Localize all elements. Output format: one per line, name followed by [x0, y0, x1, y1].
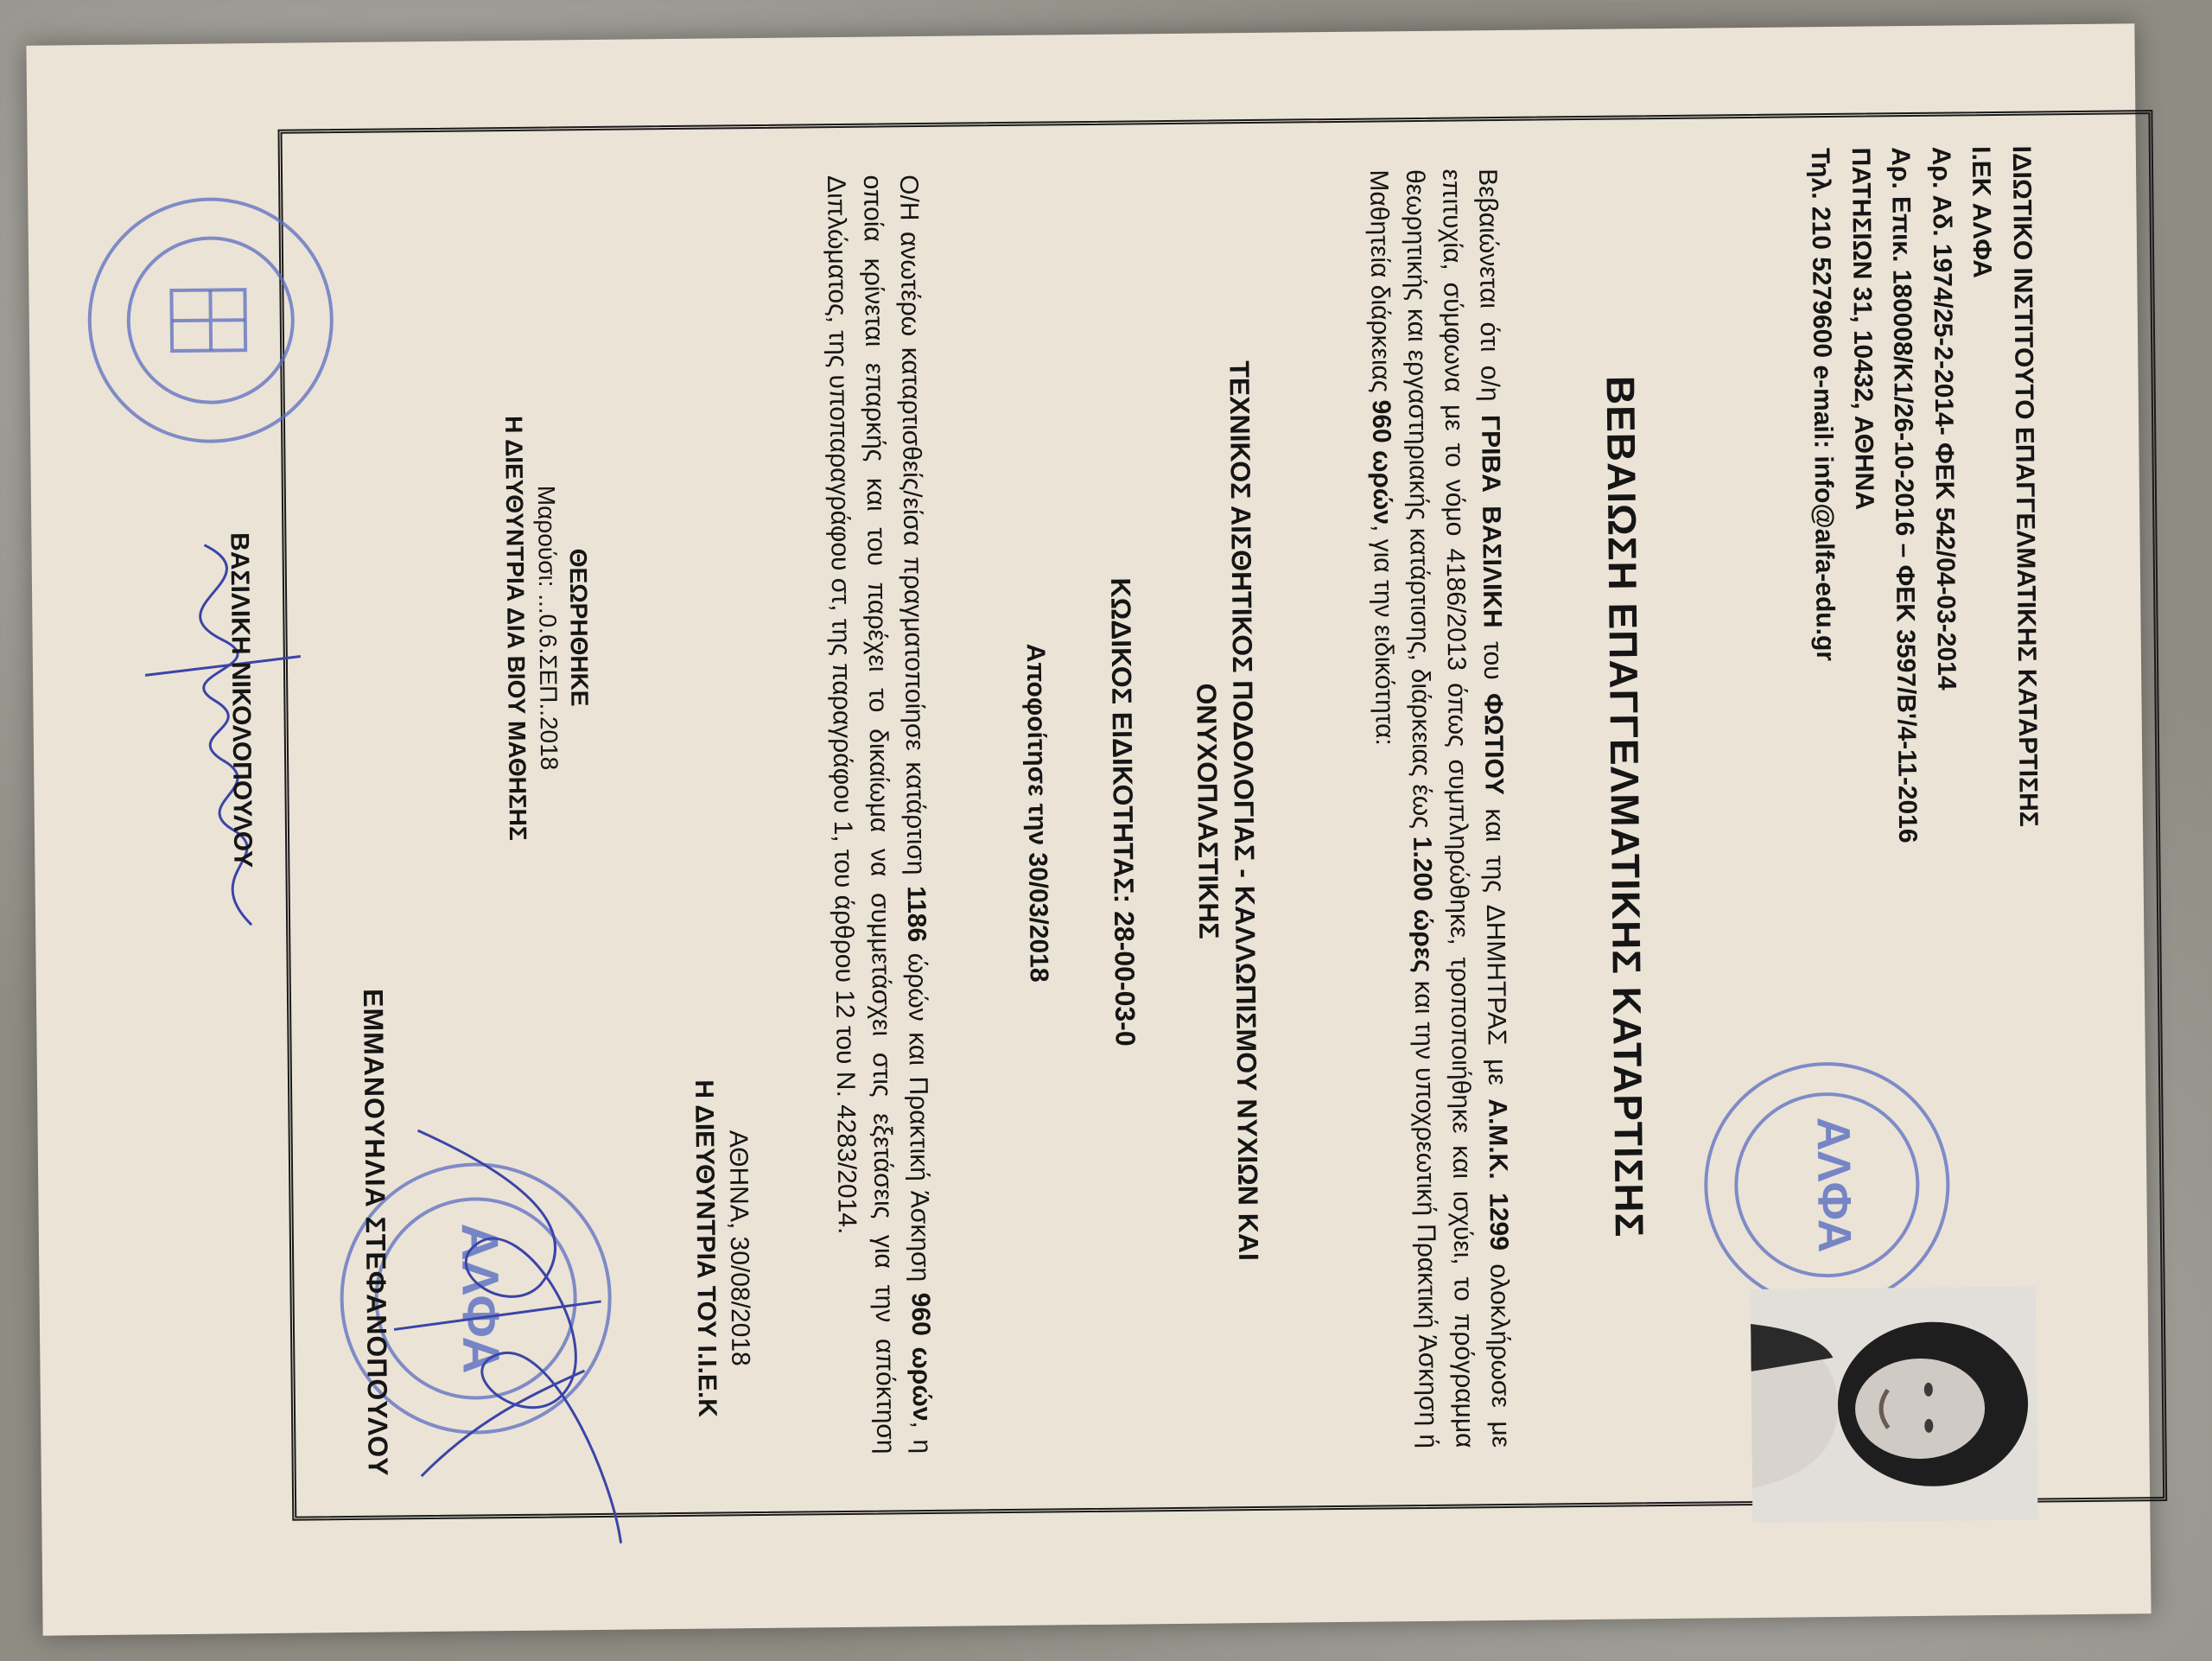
lifelong-director-role: Η ΔΙΕΥΘΥΝΤΡΙΑ ΔΙΑ ΒΙΟΥ ΜΑΘΗΣΗΣ — [500, 415, 532, 841]
verifier-name: ΒΑΣΙΛΙΚΗ ΝΙΚΟΛΟΠΟΥΛΟΥ — [225, 531, 257, 869]
specialty-line-2: ΟΝΥΧΟΠΛΑΣΤΙΚΗΣ — [1191, 683, 1225, 939]
student-photo — [1751, 1287, 2038, 1523]
specialty-code: ΚΩΔΙΚΟΣ ΕΙΔΙΚΟΤΗΤΑΣ: 28-00-03-0 — [1104, 577, 1141, 1047]
license-number: Αρ. Αδ. 1974/25-2-2014- ΦΕΚ 542/04-03-2014 — [1926, 146, 1961, 690]
svg-text:ΑΛΦΑ: ΑΛΦΑ — [1807, 1117, 1861, 1253]
issue-date: ΑΘΗΝΑ, 30/08/2018 — [723, 1130, 755, 1366]
certificate-content — [225, 145, 2055, 1477]
document-paper — [26, 23, 2151, 1635]
student-amk: Α.Μ.Κ. 1299 — [1483, 1098, 1514, 1251]
practice-hours: 960 ωρών — [1366, 399, 1397, 525]
certificate-sheet — [182, 57, 2212, 1564]
certificate-title: ΒΕΒΑΙΩΣΗ ΕΠΑΓΓΕΛΜΑΤΙΚΗΣ ΚΑΤΑΡΤΙΣΗΣ — [1598, 375, 1652, 1238]
institute-contact: Τηλ. 210 5279600 e-mail: info@alfa-edu.gr — [1806, 147, 1840, 662]
para2-text-3: , η οποία κρίνεται επαρκής και του παρέχει το δικαίωμα να συμμετάσχει στις εξετάσεις για την απόκτηση Διπλώματος, της υποπαραγράφου στ, της παραγράφου 1, του άρθρου 12 του Ν. 4283/2014. — [822, 175, 937, 1454]
director-name: ΕΜΜΑΝΟΥΗΛΙΑ ΣΤΕΦΑΝΟΠΟΥΛΟΥ — [357, 988, 394, 1477]
ministry-seal — [79, 189, 341, 451]
graduation-date: Αποφοίτησε την 30/03/2018 — [1020, 643, 1053, 983]
para1-text-3: και της ΔΗΜΗΤΡΑΣ με — [1479, 794, 1512, 1099]
renewal-number: Αρ. Επικ. 180008/Κ1/26-10-2016 – ΦΕΚ 3597/Β'/4-11-2016 — [1886, 146, 1923, 843]
para2-text-1: Ο/Η ανωτέρω καταρτισθείς/είσα πραγματοποίησε κατάρτιση — [894, 174, 931, 887]
para1-text-2: του — [1478, 627, 1508, 694]
training-hours: 1.200 ώρες — [1408, 836, 1438, 973]
certification-paragraph — [1360, 169, 1518, 1449]
specialty-name — [1183, 154, 1268, 1468]
para1-text-1: Βεβαιώνεται ότι ο/η — [1473, 168, 1504, 416]
completion-paragraph — [817, 175, 939, 1454]
para1-text-6: , για την ειδικότητα: — [1368, 524, 1399, 746]
director-signature-block — [687, 1041, 759, 1456]
student-name: ΓΡΙΒΑ ΒΑΣΙΛΙΚΗ — [1476, 414, 1507, 628]
para1-text-4: ολοκλήρωσε με επιτυχία, σύμφωνα με το νόμο 4186/2013 όπως συμπληρώθηκε, τροποποιήθηκε και ισχύει, το πρόγραμμα θεωρητικής και εργαστηριακής κατάρτισης, διάρκειας έως — [1401, 169, 1516, 1448]
svg-text:ΑΛΦΑ: ΑΛΦΑ — [450, 1222, 511, 1374]
institute-stamp-top — [1696, 1054, 1958, 1316]
verification-block — [497, 385, 596, 870]
verification-date: Μαρούσι: ...0.6.ΣΕΠ..2018 — [532, 485, 563, 771]
specialty-line-1: ΤΕΧΝΙΚΟΣ ΑΙΣΘΗΤΙΚΟΣ ΠΟΔΟΛΟΓΙΑΣ - ΚΑΛΛΩΠΙΣΜΟΥ ΝΥΧΙΩΝ ΚΑΙ — [1224, 360, 1265, 1262]
para1-text-5: και την υποχρεωτική Πρακτική Άσκηση ή Μαθητεία διάρκειας — [1364, 169, 1443, 1449]
verified-label: ΘΕΩΡΗΘΗΚΕ — [564, 548, 594, 707]
para2-text-2: ώρών και Πρακτική Άσκηση — [902, 942, 935, 1294]
institute-address: ΠΑΤΗΣΙΩΝ 31, 10432, ΑΘΗΝΑ — [1846, 147, 1879, 511]
institute-name: ΙΔΙΩΤΙΚΟ ΙΝΣΤΙΤΟΥΤΟ ΕΠΑΓΓΕΛΜΑΤΙΚΗΣ ΚΑΤΑΡΤΙΣΗΣ — [2006, 145, 2044, 827]
institute-short-name: Ι.ΕΚ ΑΛΦΑ — [1967, 145, 1997, 279]
director-signature — [374, 1111, 638, 1563]
director-role: Η ΔΙΕΥΘΥΝΤΡΙΑ ΤΟΥ Ι.Ι.Ε.Κ — [690, 1079, 722, 1418]
completed-hours: 1186 — [901, 885, 931, 943]
completed-practice-hours: 960 ωρών — [906, 1292, 937, 1422]
father-name: ΦΩΤΙΟΥ — [1478, 693, 1509, 796]
